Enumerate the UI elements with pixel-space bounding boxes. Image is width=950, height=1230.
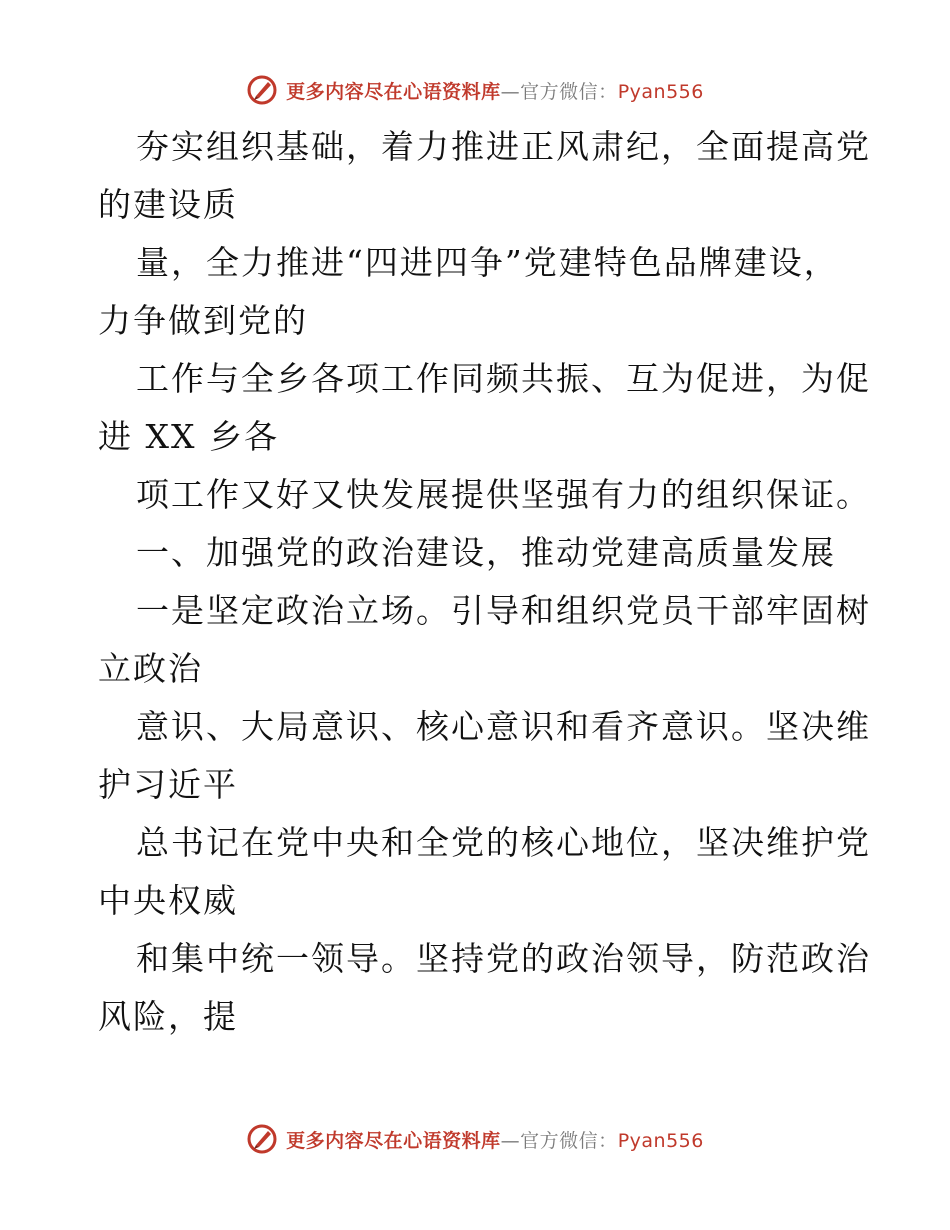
text-line: 意识、大局意识、核心意识和看齐意识。坚决维 (136, 707, 871, 746)
header-watermark (0, 70, 950, 110)
text-line: 的建设质 (98, 185, 238, 224)
text-line: 夯实组织基础，着力推进正风肃纪，全面提高党 (136, 127, 871, 166)
text-line: 立政治 (98, 649, 203, 688)
watermark-dash: — (500, 1129, 521, 1152)
text-line: 量，全力推进“四进四争”党建特色品牌建设， (136, 243, 839, 282)
pen-circle-logo-icon (246, 74, 278, 106)
watermark-id: Pyan556 (617, 80, 704, 103)
watermark-main: 更多内容尽在心语资料库 (286, 1129, 501, 1152)
text-line: 工作与全乡各项工作同频共振、互为促进，为促 (136, 359, 871, 398)
document-body (98, 118, 871, 1046)
watermark-dash: — (500, 80, 521, 103)
text-line: 项工作又好又快发展提供坚强有力的组织保证。 (136, 475, 871, 514)
watermark-main: 更多内容尽在心语资料库 (286, 80, 501, 103)
text-line: 中央权威 (98, 881, 238, 920)
watermark-text (286, 77, 704, 104)
text-line: 进 XX 乡各 (98, 417, 279, 456)
watermark-label: 官方微信： (520, 80, 618, 103)
text-line: 护习近平 (98, 765, 238, 804)
watermark-id: Pyan556 (617, 1129, 704, 1152)
text-line: 总书记在党中央和全党的核心地位，坚决维护党 (136, 823, 871, 862)
section-heading: 一、加强党的政治建设，推动党建高质量发展 (136, 533, 836, 572)
text-line: 和集中统一领导。坚持党的政治领导，防范政治 (136, 939, 871, 978)
text-line: 力争做到党的 (98, 301, 308, 340)
footer-watermark (0, 1119, 950, 1159)
pen-circle-logo-icon (246, 1123, 278, 1155)
text-line: 风险，提 (98, 997, 238, 1036)
text-line: 一是坚定政治立场。引导和组织党员干部牢固树 (136, 591, 871, 630)
watermark-label: 官方微信： (520, 1129, 618, 1152)
watermark-text (286, 1126, 704, 1153)
